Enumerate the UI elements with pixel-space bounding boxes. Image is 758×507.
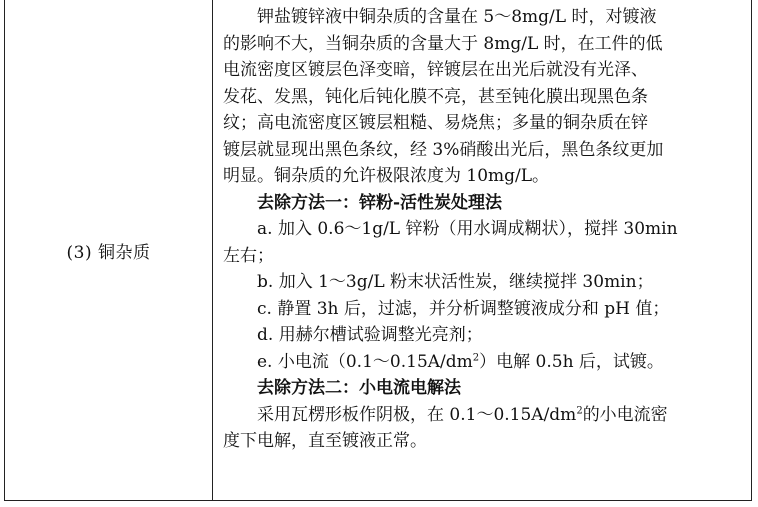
step-e-text: e. 小电流（0.1～0.15A/dm (257, 351, 473, 372)
text-line: 纹；高电流密度区镀层粗糙、易烧焦；多量的铜杂质在锌 (223, 113, 648, 133)
step-a: a. 加入 0.6～1g/L 锌粉（用水调成糊状），搅拌 30min (257, 219, 678, 239)
method-two-text (223, 402, 745, 429)
label-cell (5, 0, 213, 500)
text-line: 钾盐镀锌液中铜杂质的含量在 5～8mg/L 时，对镀液 (257, 7, 657, 27)
method-two-text-end: 的小电流密 (582, 404, 668, 425)
content-table (4, 0, 752, 501)
step-a-cont: 左右； (223, 245, 274, 266)
description-cell (213, 0, 751, 500)
text-line: 发花、发黑，钝化后钝化膜不亮，甚至钝化膜出现黑色条 (223, 86, 648, 107)
step-d: d. 用赫尔槽试验调整光亮剂； (257, 325, 483, 345)
method-one-heading: 去除方法一：锌粉-活性炭处理法 (257, 192, 503, 213)
text-line: 镀层就显现出黑色条纹，经 3%硝酸出光后，黑色条纹更加 (223, 139, 664, 160)
superscript: 2 (576, 404, 583, 416)
step-b: b. 加入 1～3g/L 粉末状活性炭，继续搅拌 30min； (257, 272, 654, 292)
method-two-heading: 去除方法二：小电流电解法 (257, 378, 461, 398)
text-line: 的影响不大，当铜杂质的含量大于 8mg/L 时，在工件的低 (223, 33, 663, 54)
text-line: 明显。铜杂质的允许极限浓度为 10mg/L。 (223, 166, 550, 186)
impurity-label: (3) 铜杂质 (66, 242, 151, 263)
method-two-text-start: 采用瓦楞形板作阴极，在 0.1～0.15A/dm (257, 404, 577, 425)
superscript: 2 (472, 351, 480, 363)
method-two-text-cont: 度下电解，直至镀液正常。 (223, 431, 427, 451)
step-c: c. 静置 3h 后，过滤，并分析调整镀液成分和 pH 值； (257, 298, 670, 319)
step-e-text-end: ）电解 0.5h 后，试镀。 (479, 351, 664, 372)
step-e (223, 349, 745, 376)
text-line: 电流密度区镀层色泽变暗，锌镀层在出光后就没有光泽、 (223, 60, 648, 80)
